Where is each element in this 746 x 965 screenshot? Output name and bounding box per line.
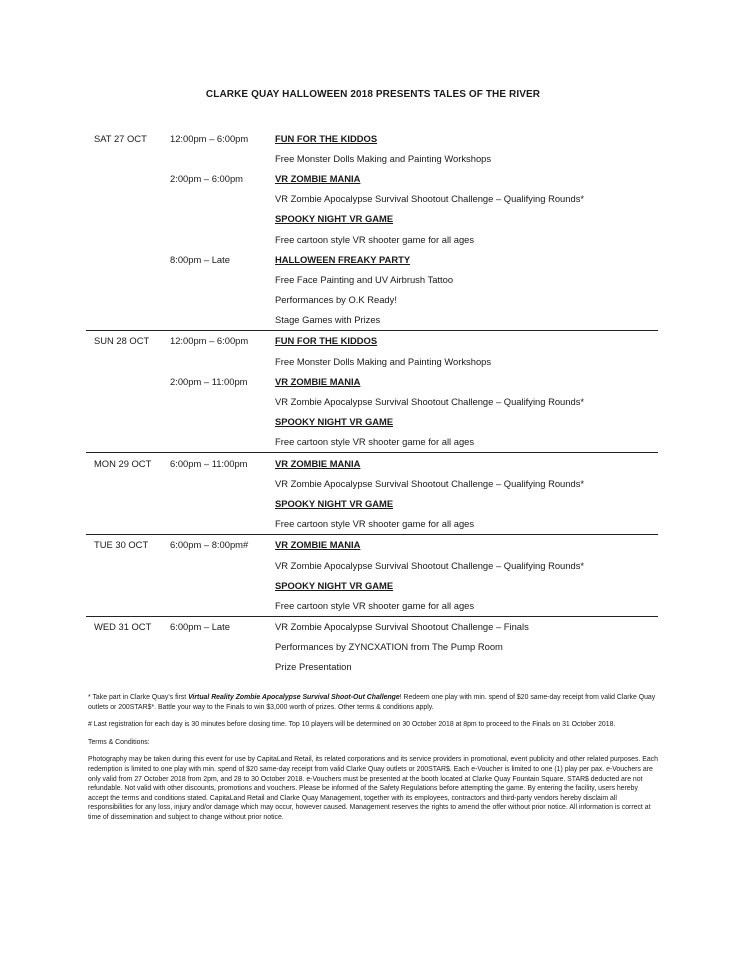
schedule-table xyxy=(86,128,658,677)
schedule-row xyxy=(86,637,658,657)
page-title: CLARKE QUAY HALLOWEEN 2018 PRESENTS TALES OF THE RIVER xyxy=(205,89,541,100)
notes-section xyxy=(88,693,660,831)
schedule-row xyxy=(86,351,658,371)
time-label: 12:00pm – 6:00pm xyxy=(170,132,249,144)
event-title: FUN FOR THE KIDDOS xyxy=(275,132,378,144)
day-label: SUN 28 OCT xyxy=(94,335,150,347)
event-title: VR ZOMBIE MANIA xyxy=(275,457,361,469)
schedule-row xyxy=(86,209,658,229)
schedule-row xyxy=(86,555,658,575)
event-detail: Free Monster Dolls Making and Painting Workshops xyxy=(275,152,492,164)
event-detail: Stage Games with Prizes xyxy=(275,314,381,326)
time-label: 6:00pm – 11:00pm xyxy=(170,457,248,469)
event-detail: Performances by ZYNCXATION from The Pump Room xyxy=(275,641,503,653)
schedule-row xyxy=(86,657,658,677)
terms-heading: Terms & Conditions: xyxy=(88,738,150,746)
event-detail: Performances by O.K Ready! xyxy=(275,294,397,306)
time-label: 2:00pm – 11:00pm xyxy=(170,375,248,387)
event-title: FUN FOR THE KIDDOS xyxy=(275,335,378,347)
schedule-row xyxy=(86,290,658,310)
schedule-row xyxy=(86,514,658,534)
event-title: SPOOKY NIGHT VR GAME xyxy=(275,579,394,591)
event-title: VR ZOMBIE MANIA xyxy=(275,539,361,551)
event-detail: Free cartoon style VR shooter game for all ages xyxy=(275,599,475,611)
event-detail: Prize Presentation xyxy=(275,661,352,673)
schedule-row xyxy=(86,617,658,637)
event-title: SPOOKY NIGHT VR GAME xyxy=(275,213,394,225)
event-detail: VR Zombie Apocalypse Survival Shootout Challenge – Qualifying Rounds* xyxy=(275,396,585,408)
time-label: 6:00pm – Late xyxy=(170,621,230,633)
schedule-row xyxy=(86,473,658,493)
event-detail: VR Zombie Apocalypse Survival Shootout Challenge – Qualifying Rounds* xyxy=(275,477,585,489)
event-detail: Free cartoon style VR shooter game for all ages xyxy=(275,436,475,448)
day-block xyxy=(86,453,658,535)
schedule-row xyxy=(86,493,658,513)
schedule-row xyxy=(86,371,658,391)
day-label: WED 31 OCT xyxy=(94,621,152,633)
schedule-row xyxy=(86,453,658,473)
day-label: MON 29 OCT xyxy=(94,457,152,469)
event-title: VR ZOMBIE MANIA xyxy=(275,375,361,387)
schedule-row xyxy=(86,189,658,209)
schedule-row xyxy=(86,269,658,289)
day-block xyxy=(86,535,658,617)
day-block xyxy=(86,331,658,453)
event-title: VR ZOMBIE MANIA xyxy=(275,172,361,184)
schedule-row xyxy=(86,595,658,615)
event-title: SPOOKY NIGHT VR GAME xyxy=(275,416,394,428)
schedule-row xyxy=(86,229,658,249)
event-detail: Free cartoon style VR shooter game for all ages xyxy=(275,233,475,245)
event-detail: Free Monster Dolls Making and Painting Workshops xyxy=(275,355,492,367)
event-detail: VR Zombie Apocalypse Survival Shootout Challenge – Qualifying Rounds* xyxy=(275,559,585,571)
schedule-row xyxy=(86,575,658,595)
event-detail: Free Face Painting and UV Airbrush Tattoo xyxy=(275,273,454,285)
footnote-star-prefix: * Take part in Clarke Quay’s first xyxy=(88,694,189,701)
footnote-star-suffix: ! Redeem one play with min. spend of $20 same-day receipt from valid Clarke Quay outlets or 200STAR$*. Battle your way to the Finals to win $3,000 worth of prizes. Other terms & conditions apply. xyxy=(88,694,656,711)
schedule-row xyxy=(86,148,658,168)
schedule-row xyxy=(86,432,658,452)
schedule-row xyxy=(86,128,658,148)
event-detail: VR Zombie Apocalypse Survival Shootout Challenge – Finals xyxy=(275,621,529,633)
schedule-row xyxy=(86,412,658,432)
schedule-row xyxy=(86,168,658,188)
event-detail: VR Zombie Apocalypse Survival Shootout Challenge – Qualifying Rounds* xyxy=(275,193,585,205)
footnote-hash: # Last registration for each day is 30 minutes before closing time. Top 10 players will be determined on 30 October 2018 at 8pm to proceed to the Finals on 31 October 2018. xyxy=(88,721,616,729)
time-label: 2:00pm – 6:00pm xyxy=(170,172,243,184)
time-label: 8:00pm – Late xyxy=(170,253,230,265)
day-block xyxy=(86,617,658,678)
event-title: HALLOWEEN FREAKY PARTY xyxy=(275,253,411,265)
schedule-row xyxy=(86,249,658,269)
day-label: SAT 27 OCT xyxy=(94,132,147,144)
time-label: 12:00pm – 6:00pm xyxy=(170,335,249,347)
event-title: SPOOKY NIGHT VR GAME xyxy=(275,497,394,509)
event-detail: Free cartoon style VR shooter game for all ages xyxy=(275,518,475,530)
footnote-star xyxy=(88,693,660,712)
schedule-row xyxy=(86,391,658,411)
terms-body: Photography may be taken during this event for use by CapitaLand Retail, its related corporations and its service providers in promotional, event publicity and other related purposes. Each redemption is limited to one play with min. spend of $20 same-day receipt from valid Clarke Quay outlets or 200STAR$. Each e-Voucher is limited to one (1) play per pax. e-Vouchers are only valid from 27 October 2018 from 2pm, and 28 to 30 October 2018. e-Vouchers must be presented at the booth located at Clarke Quay Fountain Square. STAR$ deducted are not refundable. Not valid with other discounts, promotions and vouchers. Please be informed of the Safety Regulations before attempting the game. By entering the facility, users hereby accept the terms and conditions stated. CapitaLand Retail and Clarke Quay Management, together with its employees, contractors and third-party vendors hereby disclaim all responsibilities for any loss, injury and/or damage which may occur, however caused. Management reserves the rights to amend the offer without prior notice. All information is correct at time of dissemination and subject to change without prior notice. xyxy=(88,756,658,821)
schedule-row xyxy=(86,331,658,351)
schedule-row xyxy=(86,310,658,330)
time-label: 6:00pm – 8:00pm# xyxy=(170,539,249,551)
day-block xyxy=(86,128,658,331)
footnote-star-emphasis: Virtual Reality Zombie Apocalypse Survival Shoot-Out Challenge xyxy=(188,694,400,701)
schedule-row xyxy=(86,535,658,555)
day-label: TUE 30 OCT xyxy=(94,539,149,551)
